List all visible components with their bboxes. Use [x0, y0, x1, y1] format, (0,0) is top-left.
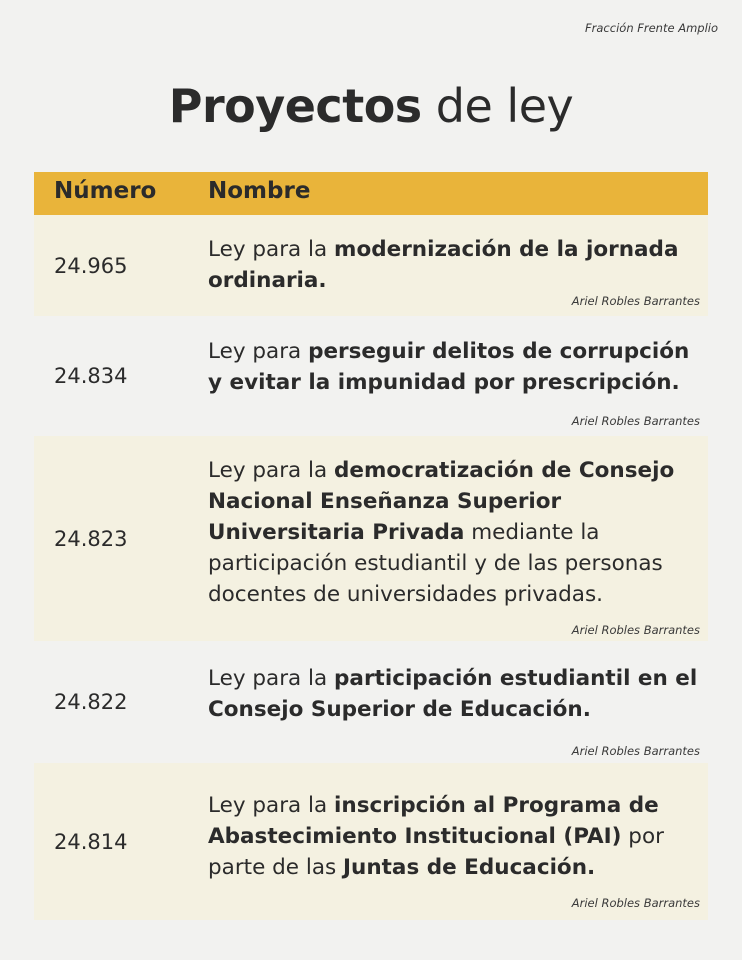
bill-name: [208, 455, 700, 610]
bill-name: [208, 663, 700, 725]
bill-name-segment: Ley para la: [208, 237, 335, 262]
page-title: [0, 76, 742, 136]
bill-name-segment: Juntas de Educación.: [343, 855, 596, 880]
column-header-name: Nombre: [208, 178, 311, 204]
table-header: [34, 172, 708, 215]
table-row: [34, 641, 708, 763]
table-row: [34, 436, 708, 641]
bill-name-segment: modernización de la jornada ordinaria.: [208, 237, 679, 293]
bill-name-segment: inscripción al Programa de Abastecimiento Institucional (PAI): [208, 793, 659, 849]
bill-name: [208, 790, 700, 883]
bill-author: Ariel Robles Barrantes: [571, 414, 700, 428]
bill-number: 24.823: [54, 526, 128, 551]
bill-author: Ariel Robles Barrantes: [571, 744, 700, 758]
table-row: [34, 316, 708, 436]
bill-name-segment: mediante la participación estudiantil y de las personas docentes de universidades privadas.: [208, 520, 663, 607]
table-row: [34, 763, 708, 920]
bill-author: Ariel Robles Barrantes: [571, 294, 700, 308]
bill-name-segment: democratización de Consejo Nacional Enseñanza Superior Universitaria Privada: [208, 458, 675, 545]
bill-name-segment: Ley para la: [208, 458, 335, 483]
bill-number: 24.965: [54, 253, 128, 278]
page-title-light: de ley: [421, 79, 574, 133]
organization-label: Fracción Frente Amplio: [585, 21, 718, 35]
bill-name: [208, 234, 700, 296]
bill-name-segment: por parte de las: [208, 824, 664, 880]
table-row: [34, 215, 708, 316]
bill-name-segment: participación estudiantil en el Consejo Superior de Educación.: [208, 666, 698, 722]
bill-number: 24.822: [54, 690, 128, 714]
page-title-bold: Proyectos: [168, 79, 422, 133]
column-header-number: Número: [54, 178, 157, 204]
bill-name-segment: Ley para la: [208, 666, 335, 691]
bill-number: 24.834: [54, 364, 128, 388]
bills-table: [34, 172, 708, 920]
bill-name: [208, 336, 700, 398]
bill-name-segment: Ley para la: [208, 793, 335, 818]
bill-author: Ariel Robles Barrantes: [571, 896, 700, 910]
bill-number: 24.814: [54, 829, 128, 854]
bill-name-segment: Ley para: [208, 339, 309, 364]
bill-author: Ariel Robles Barrantes: [571, 623, 700, 637]
bill-name-segment: perseguir delitos de corrupción y evitar la impunidad por prescripción.: [208, 339, 690, 395]
